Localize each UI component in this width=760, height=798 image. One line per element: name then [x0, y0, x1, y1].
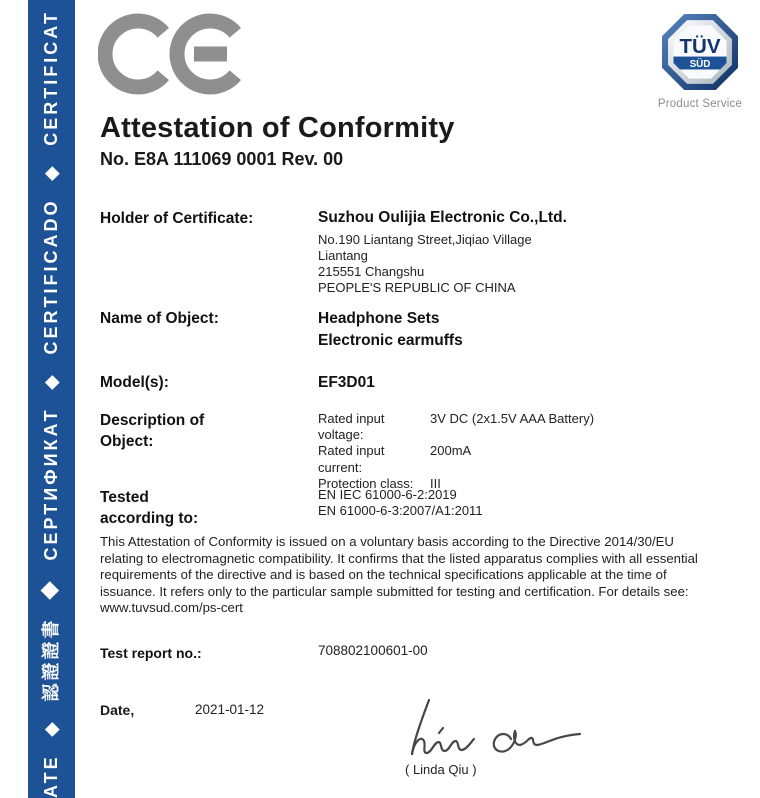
statement-line: www.tuvsud.com/ps-cert — [100, 600, 243, 615]
spec-value: 3V DC (2x1.5V AAA Battery) — [430, 411, 595, 426]
spec-key: Rated input current: — [318, 443, 385, 475]
object-name-line: Headphone Sets — [318, 310, 440, 327]
statement-line: issuance. It refers only to the particular sample submitted for testing and certification. For details see: — [100, 583, 689, 599]
test-report-label: Test report no.: — [100, 645, 202, 661]
models-value: EF3D01 — [318, 374, 375, 391]
certificate-number: No. E8A 111069 0001 Rev. 00 — [100, 149, 344, 169]
attestation-statement — [100, 534, 748, 617]
description-label: Description of Object: — [100, 412, 205, 450]
description-spec-row — [318, 411, 744, 443]
spec-value: III — [430, 475, 441, 491]
certificate-band-text: ATE ◆ 認證證書 ◆ СЕРТИФИКАТ ◆ CERTIFICADO ◆ CERTIFICAT — [41, 10, 61, 798]
test-report-row — [100, 643, 744, 663]
holder-name: Suzhou Oulijia Electronic Co.,Ltd. — [318, 209, 567, 226]
product-service-caption: Product Service — [657, 98, 743, 110]
statement-line: This Attestation of Conformity is issued on a voluntary basis according to the Directive 2014/30/EU — [100, 534, 674, 549]
holder-row — [100, 208, 744, 304]
models-label: Model(s): — [100, 374, 169, 391]
spec-key: Rated input voltage: — [318, 411, 385, 443]
object-row — [100, 308, 744, 356]
standard-line: EN 61000-6-3:2007/A1:2011 — [318, 503, 483, 519]
spec-value: 200mA — [430, 443, 472, 459]
models-row — [100, 372, 744, 396]
signature-icon — [393, 696, 583, 765]
svg-text:TÜV: TÜV — [679, 34, 721, 58]
holder-label: Holder of Certificate: — [100, 210, 254, 227]
tested-row — [100, 487, 744, 531]
holder-address-line: PEOPLE'S REPUBLIC OF CHINA — [318, 280, 516, 295]
holder-address-line: 215551 Changshu — [318, 264, 425, 279]
test-report-value: 708802100601-00 — [318, 643, 428, 658]
spec-key: Protection class: — [318, 475, 414, 491]
statement-line: requirements of the directive and is based on the technical specifications applicable at the time of — [100, 567, 667, 582]
signatory-name: ( Linda Qiu ) — [405, 762, 477, 777]
holder-address-line: Liantang — [318, 248, 368, 263]
date-label: Date, — [100, 702, 135, 718]
svg-text:SÜD: SÜD — [689, 58, 711, 70]
tested-label: Tested according to: — [100, 489, 199, 527]
ce-mark-icon — [98, 12, 248, 101]
object-label: Name of Object: — [100, 310, 219, 327]
tuv-sud-logo — [650, 14, 750, 110]
object-name-line: Electronic earmuffs — [318, 332, 463, 349]
statement-line: relating to electromagnetic compatibility. It confirms that the listed apparatus complies with all essential — [100, 550, 698, 566]
holder-address-line: No.190 Liantang Street,Jiqiao Village — [318, 232, 532, 247]
description-spec-row — [318, 443, 744, 475]
tuv-sud-octagon-icon — [662, 14, 738, 90]
standard-line: EN IEC 61000-6-2:2019 — [318, 487, 457, 502]
date-value: 2021-01-12 — [195, 702, 265, 717]
description-row — [100, 410, 744, 491]
page-title: Attestation of Conformity — [100, 112, 455, 144]
